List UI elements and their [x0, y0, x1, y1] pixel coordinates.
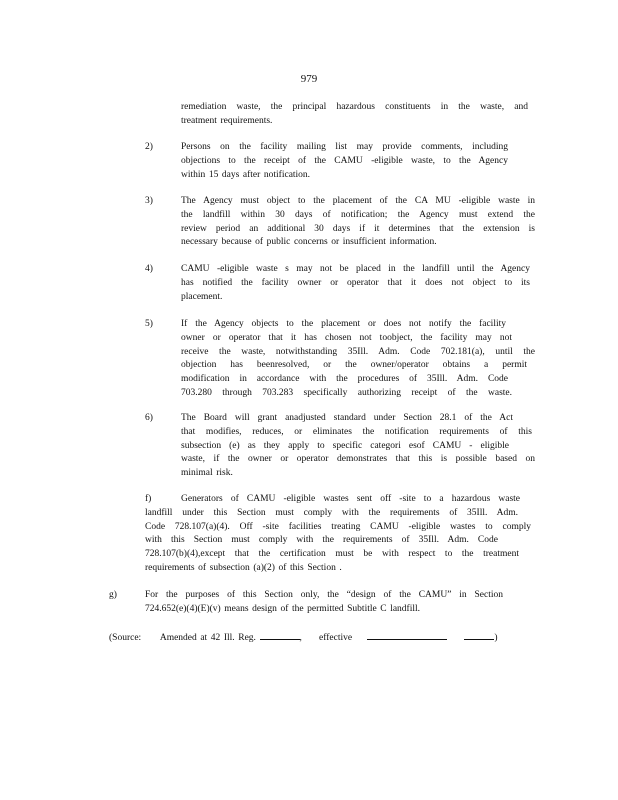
text-line: receive the waste, notwithstanding 35Ill. Adm. Code 702.181(a), until the — [181, 346, 535, 357]
text-line: Code 728.107(a)(4). Off -site facilities treating CAMU -eligible wastes to comply — [145, 521, 531, 532]
text-line: minimal risk. — [181, 468, 233, 479]
text-line: owner or operator that it has chosen not toobject, the facility may not — [181, 332, 512, 343]
text-line: has notified the facility owner or operator that it does not object to its — [181, 277, 530, 288]
effective-year-blank — [464, 629, 494, 640]
text-line: that modifies, reduces, or eliminates the notification requirements of this — [181, 426, 532, 437]
text-line: 724.652(e)(4)(E)(v) means design of the permitted Subtitle C landfill. — [145, 603, 421, 614]
text-line: the landfill within 30 days of notification; the Agency must extend the — [181, 209, 535, 220]
source-note — [109, 629, 509, 646]
subsection-text — [145, 589, 503, 617]
subsection-text — [145, 493, 531, 576]
source-comma: , — [299, 633, 302, 643]
text-line: objection has beenresolved, or the owner/operator obtains a permit — [181, 360, 527, 371]
text-line: placement. — [181, 291, 223, 302]
source-open: (Source: — [109, 633, 142, 643]
text-line: For the purposes of this Section only, the “design of the CAMU” in Section — [145, 590, 503, 600]
source-close: ) — [494, 633, 498, 643]
item-text — [181, 412, 535, 481]
text-line: requirements of subsection (a)(2) of this Section . — [145, 562, 342, 573]
effective-date-blank — [367, 629, 447, 640]
text-line: The Agency must object to the placement of the CA MU -eligible waste in — [181, 196, 535, 206]
source-amended: Amended at 42 Ill. Reg. — [159, 633, 256, 643]
item-text — [181, 141, 508, 182]
text-line: with this Section must comply with the requirements of 35Ill. Adm. Code — [145, 535, 498, 546]
text-line: objections to the receipt of the CAMU -eligible waste, to the Agency — [181, 155, 508, 166]
text-line: 703.280 through 703.283 specifically authorizing receipt of the waste. — [181, 387, 512, 398]
subsection-label: g) — [109, 590, 117, 600]
item-label: 3) — [145, 196, 153, 206]
text-line: waste, if the owner or operator demonstrates that this is possible based on — [181, 454, 535, 465]
item-label: 6) — [145, 413, 153, 423]
item-label: 4) — [145, 264, 153, 274]
text-line: treatment requirements. — [181, 115, 273, 126]
source-line — [109, 629, 509, 646]
source-effective: effective — [319, 633, 353, 643]
text-line: subsection (e) as they apply to specific categori esof CAMU - eligible — [181, 440, 509, 451]
continuation-text — [181, 101, 528, 129]
text-line: modification in accordance with the procedures of 35Ill. Adm. Code — [181, 374, 508, 385]
subsection-label: f) — [145, 494, 152, 504]
item-text — [181, 318, 535, 401]
item-label: 5) — [145, 319, 153, 329]
text-line: remediation waste, the principal hazardous constituents in the waste, and — [181, 102, 528, 112]
text-line: The Board will grant anadjusted standard under Section 28.1 of the Act — [181, 413, 513, 423]
text-line: necessary because of public concerns or insufficient information. — [181, 237, 437, 248]
text-line: review period an additional 30 days if it determines that the extension is — [181, 223, 535, 234]
page-number: 979 — [300, 73, 318, 85]
text-line: 728.107(b)(4),except that the certification must be with respect to the treatment — [145, 549, 519, 560]
item-label: 2) — [145, 142, 153, 152]
text-line: Generators of CAMU -eligible wastes sent off -site to a hazardous waste — [181, 494, 520, 504]
text-line: landfill under this Section must comply with the requirements of 35Ill. Adm. — [145, 507, 518, 518]
register-blank — [260, 629, 300, 640]
text-line: If the Agency objects to the placement or does not notify the facility — [181, 319, 506, 329]
item-text — [181, 195, 535, 250]
text-line: CAMU -eligible waste s may not be placed in the landfill until the Agency — [181, 264, 530, 274]
text-line: Persons on the facility mailing list may provide comments, including — [181, 142, 508, 152]
item-text — [181, 263, 530, 304]
text-line: within 15 days after notification. — [181, 169, 311, 180]
